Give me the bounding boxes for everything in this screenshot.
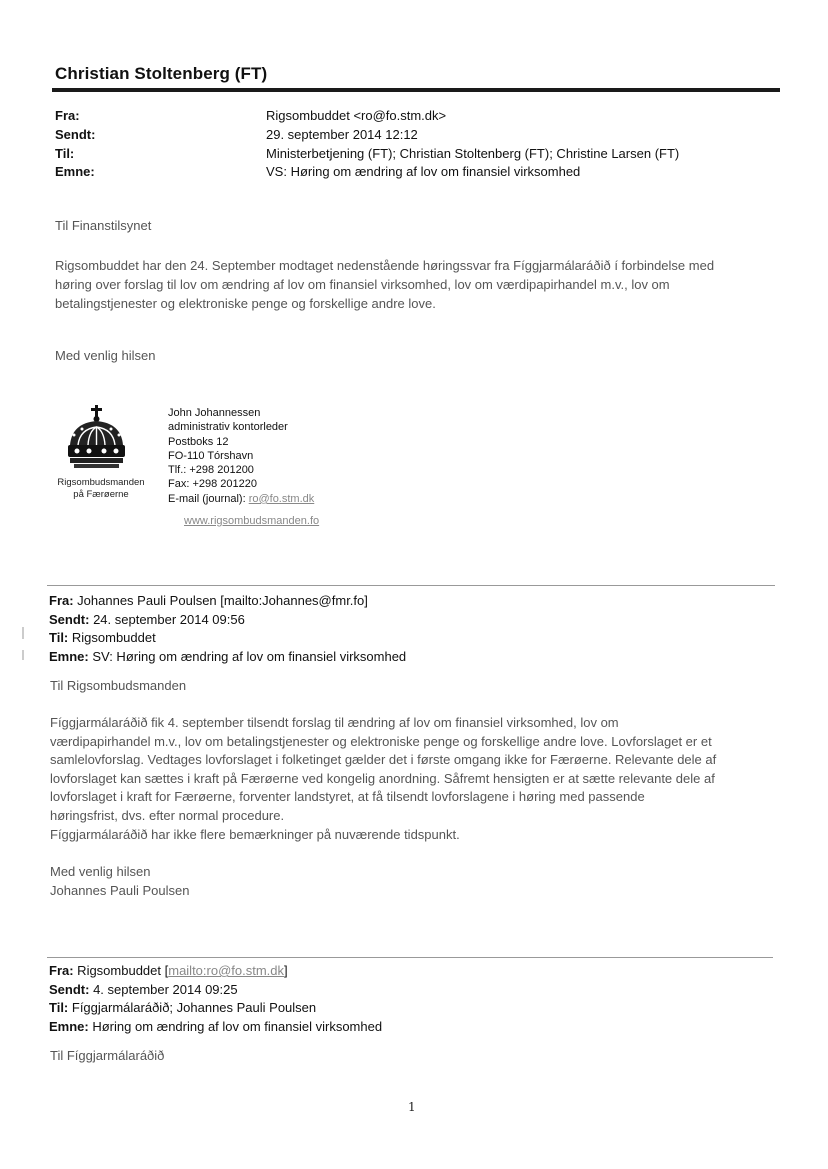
quote1-from-label: Fra: <box>49 593 74 608</box>
quote2-mailto-link[interactable]: mailto:ro@fo.stm.dk <box>168 963 285 978</box>
quote1-to-label: Til: <box>49 630 69 646</box>
quote1-sent-value: 24. september 2014 09:56 <box>89 611 245 627</box>
signature-email-label: E-mail (journal): <box>168 492 249 505</box>
paragraph-line: høring over forslag til lov om ændring af lov om finansiel virksomhed, lov om værdipapirhandel m.v., lov om <box>55 277 670 292</box>
quote1-closing-greeting: Med venlig hilsen <box>50 864 151 879</box>
quote2-header <box>49 962 382 1036</box>
quote2-sent-label: Sendt: <box>49 981 90 997</box>
signature-block <box>168 406 314 506</box>
quote1-sent-label: Sendt: <box>49 611 90 627</box>
scan-mark <box>22 627 24 639</box>
to-label: Til: <box>55 146 75 161</box>
paragraph-line: Fíggjarmálaráðið fik 4. september tilsendt forslag til ændring af lov om finansiel virksomhed, lov om <box>50 715 619 730</box>
subject-label: Emne: <box>55 164 95 179</box>
quote1-closing-name: Johannes Pauli Poulsen <box>50 882 190 898</box>
crown-crest-logo <box>62 405 132 475</box>
signature-email-line <box>168 492 314 506</box>
closing-greeting: Med venlig hilsen <box>55 348 156 363</box>
signature-address2: FO-110 Tórshavn <box>168 449 254 462</box>
greeting-finanstilsynet: Til Finanstilsynet <box>55 218 152 233</box>
quote2-from-value: Rigsombuddet [ <box>73 963 169 978</box>
sent-value: 29. september 2014 12:12 <box>266 127 418 142</box>
paragraph-line: lovforslaget kan sættes i kraft på Færøerne ved kongelig anordning. Såfremt hensigten er at sætte relevante dele af <box>50 770 715 786</box>
quote1-from-value: Johannes Pauli Poulsen [mailto:Johannes@fmr.fo] <box>73 593 368 608</box>
quote1-divider <box>47 585 775 586</box>
page-number: 1 <box>408 1100 416 1114</box>
paragraph-line: lovforslaget i kraft for Færøerne, forventer landstyret, at få tilsendt lovforslagene i høring med passende <box>50 789 645 805</box>
signature-website-link[interactable]: www.rigsombudsmanden.fo <box>184 515 320 527</box>
quote2-from-tail: ] <box>284 963 288 978</box>
quote2-divider <box>47 957 773 958</box>
signature-fax: Fax: +298 201220 <box>168 478 257 491</box>
crest-caption-line: på Færøerne <box>73 489 129 500</box>
quote2-to-label: Til: <box>49 1000 69 1016</box>
crest-caption <box>45 477 157 501</box>
crest-caption-line: Rigsombudsmanden <box>57 477 145 488</box>
sent-label: Sendt: <box>55 127 96 142</box>
quote2-subject-value: Høring om ændring af lov om finansiel virksomhed <box>88 1018 383 1034</box>
title-rule <box>52 88 780 92</box>
scan-mark <box>22 650 24 660</box>
quote2-from-label: Fra: <box>49 963 74 978</box>
message1-paragraph <box>55 256 790 313</box>
quote1-greeting: Til Rigsombudsmanden <box>50 678 187 693</box>
quote1-header <box>49 592 406 666</box>
quote2-to-value: Fíggjarmálaráðið; Johannes Pauli Poulsen <box>68 1000 317 1016</box>
quote2-subject-label: Emne: <box>49 1018 89 1034</box>
quote1-subject-value: SV: Høring om ændring af lov om finansiel virksomhed <box>88 648 407 664</box>
paragraph-line: samlelovforslag. Vedtages lovforslaget i folketinget gælder det i første omgang ikke for Færøerne. Relevante dele af <box>50 752 717 768</box>
signature-role: administrativ kontorleder <box>168 421 288 434</box>
signature-phone: Tlf.: +298 201200 <box>168 464 254 477</box>
paragraph-line: betalingstjenester og elektroniske penge og forskellige andre love. <box>55 296 436 311</box>
quote1-to-value: Rigsombuddet <box>68 630 156 646</box>
quote2-greeting: Til Fíggjarmálaráðið <box>50 1048 165 1063</box>
quote1-subject-label: Emne: <box>49 648 89 664</box>
document-title: Christian Stoltenberg (FT) <box>55 64 268 83</box>
paragraph-line: høringsfrist, dvs. efter normal procedure. <box>50 807 285 823</box>
paragraph-line: Fíggjarmálaráðið har ikke flere bemærkninger på nuværende tidspunkt. <box>50 826 460 842</box>
paragraph-line: værdipapirhandel m.v., lov om betalingstjenester og elektroniske penge og forskellige andre love. Lovforslaget er et <box>50 733 712 749</box>
crown-icon <box>62 405 132 475</box>
subject-value: VS: Høring om ændring af lov om finansiel virksomhed <box>266 164 581 179</box>
from-label: Fra: <box>55 108 80 123</box>
signature-email-link[interactable]: ro@fo.stm.dk <box>248 492 315 505</box>
from-value: Rigsombuddet <ro@fo.stm.dk> <box>266 108 447 123</box>
quote1-closing <box>50 863 775 900</box>
to-value: Ministerbetjening (FT); Christian Stoltenberg (FT); Christine Larsen (FT) <box>266 146 680 161</box>
quote1-paragraph <box>50 714 775 844</box>
signature-name: John Johannessen <box>168 407 261 419</box>
signature-address1: Postboks 12 <box>168 435 229 448</box>
quote2-sent-value: 4. september 2014 09:25 <box>89 981 238 997</box>
paragraph-line: Rigsombuddet har den 24. September modtaget nedenstående høringssvar fra Fíggjarmálaráðið í forbindelse med <box>55 258 715 273</box>
